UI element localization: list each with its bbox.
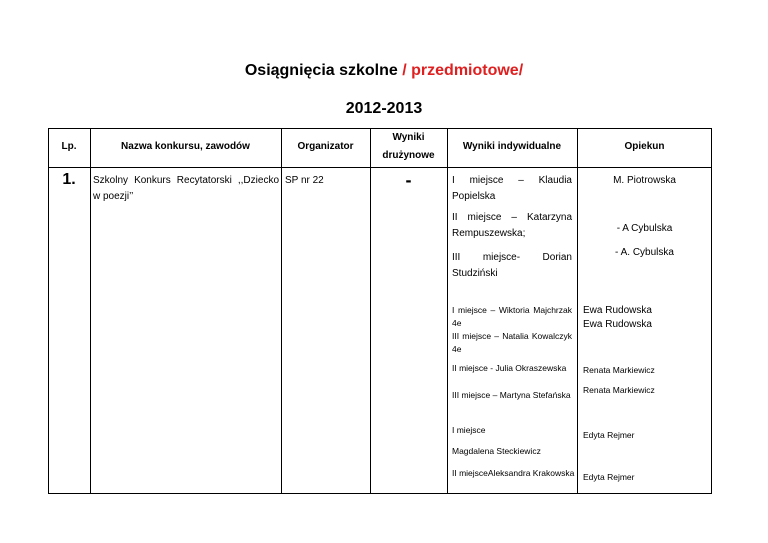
supervisor-item: Renata Markiewicz [583, 365, 655, 375]
supervisor-item: Edyta Rejmer [583, 430, 635, 440]
result-item: Magdalena Steckiewicz [452, 446, 541, 456]
header-individual-results: Wyniki indywidualne [462, 141, 562, 152]
header-team-line1: Wyniki [392, 132, 425, 143]
team-result: - [405, 170, 412, 190]
contest-name: Szkolny Konkurs Recytatorski ,,Dziecko w poezji’’ [93, 175, 279, 202]
organizer: SP nr 22 [285, 175, 324, 186]
supervisor-item: Ewa Rudowska [583, 305, 652, 316]
supervisor-item: M. Piotrowska [613, 175, 676, 186]
page-title [0, 62, 768, 80]
result-item: I miejsce – Wiktoria Majchrzak 4e [452, 305, 572, 328]
supervisor-item: - A. Cybulska [615, 247, 674, 258]
result-item: III miejsce- Dorian Studziński [452, 252, 572, 279]
title-main: Osiągnięcia szkolne [244, 62, 403, 79]
supervisor-item: - A Cybulska [616, 223, 673, 234]
title-highlight: / przedmiotowe/ [402, 62, 524, 79]
result-item: II miejsce - Julia Okraszewska [452, 363, 567, 373]
header-team-results [370, 129, 447, 165]
school-year: 2012-2013 [345, 100, 423, 117]
result-item: II miejsceAleksandra Krakowska [452, 468, 575, 478]
result-item: III miejsce – Martyna Stefańska [452, 390, 571, 400]
result-item: I miejsce – Klaudia Popielska [452, 175, 572, 202]
result-item: III miejsce – Natalia Kowalczyk 4e [452, 331, 572, 354]
result-item: I miejsce [452, 425, 486, 435]
result-item: II miejsce – Katarzyna Rempuszewska; [452, 212, 572, 239]
header-organizer: Organizator [297, 141, 354, 152]
header-team-line2: drużynowe [382, 150, 435, 161]
supervisor-item: Ewa Rudowska [583, 319, 652, 330]
supervisor-item: Edyta Rejmer [583, 472, 635, 482]
column-divider [90, 128, 91, 494]
supervisor-item: Renata Markiewicz [583, 385, 655, 395]
column-divider [281, 128, 282, 494]
header-lp: Lp. [61, 141, 77, 152]
column-divider [447, 128, 448, 494]
row-number: 1. [62, 171, 76, 188]
header-supervisor: Opiekun [624, 141, 665, 152]
header-divider [48, 167, 712, 168]
header-contest-name: Nazwa konkursu, zawodów [121, 141, 250, 152]
